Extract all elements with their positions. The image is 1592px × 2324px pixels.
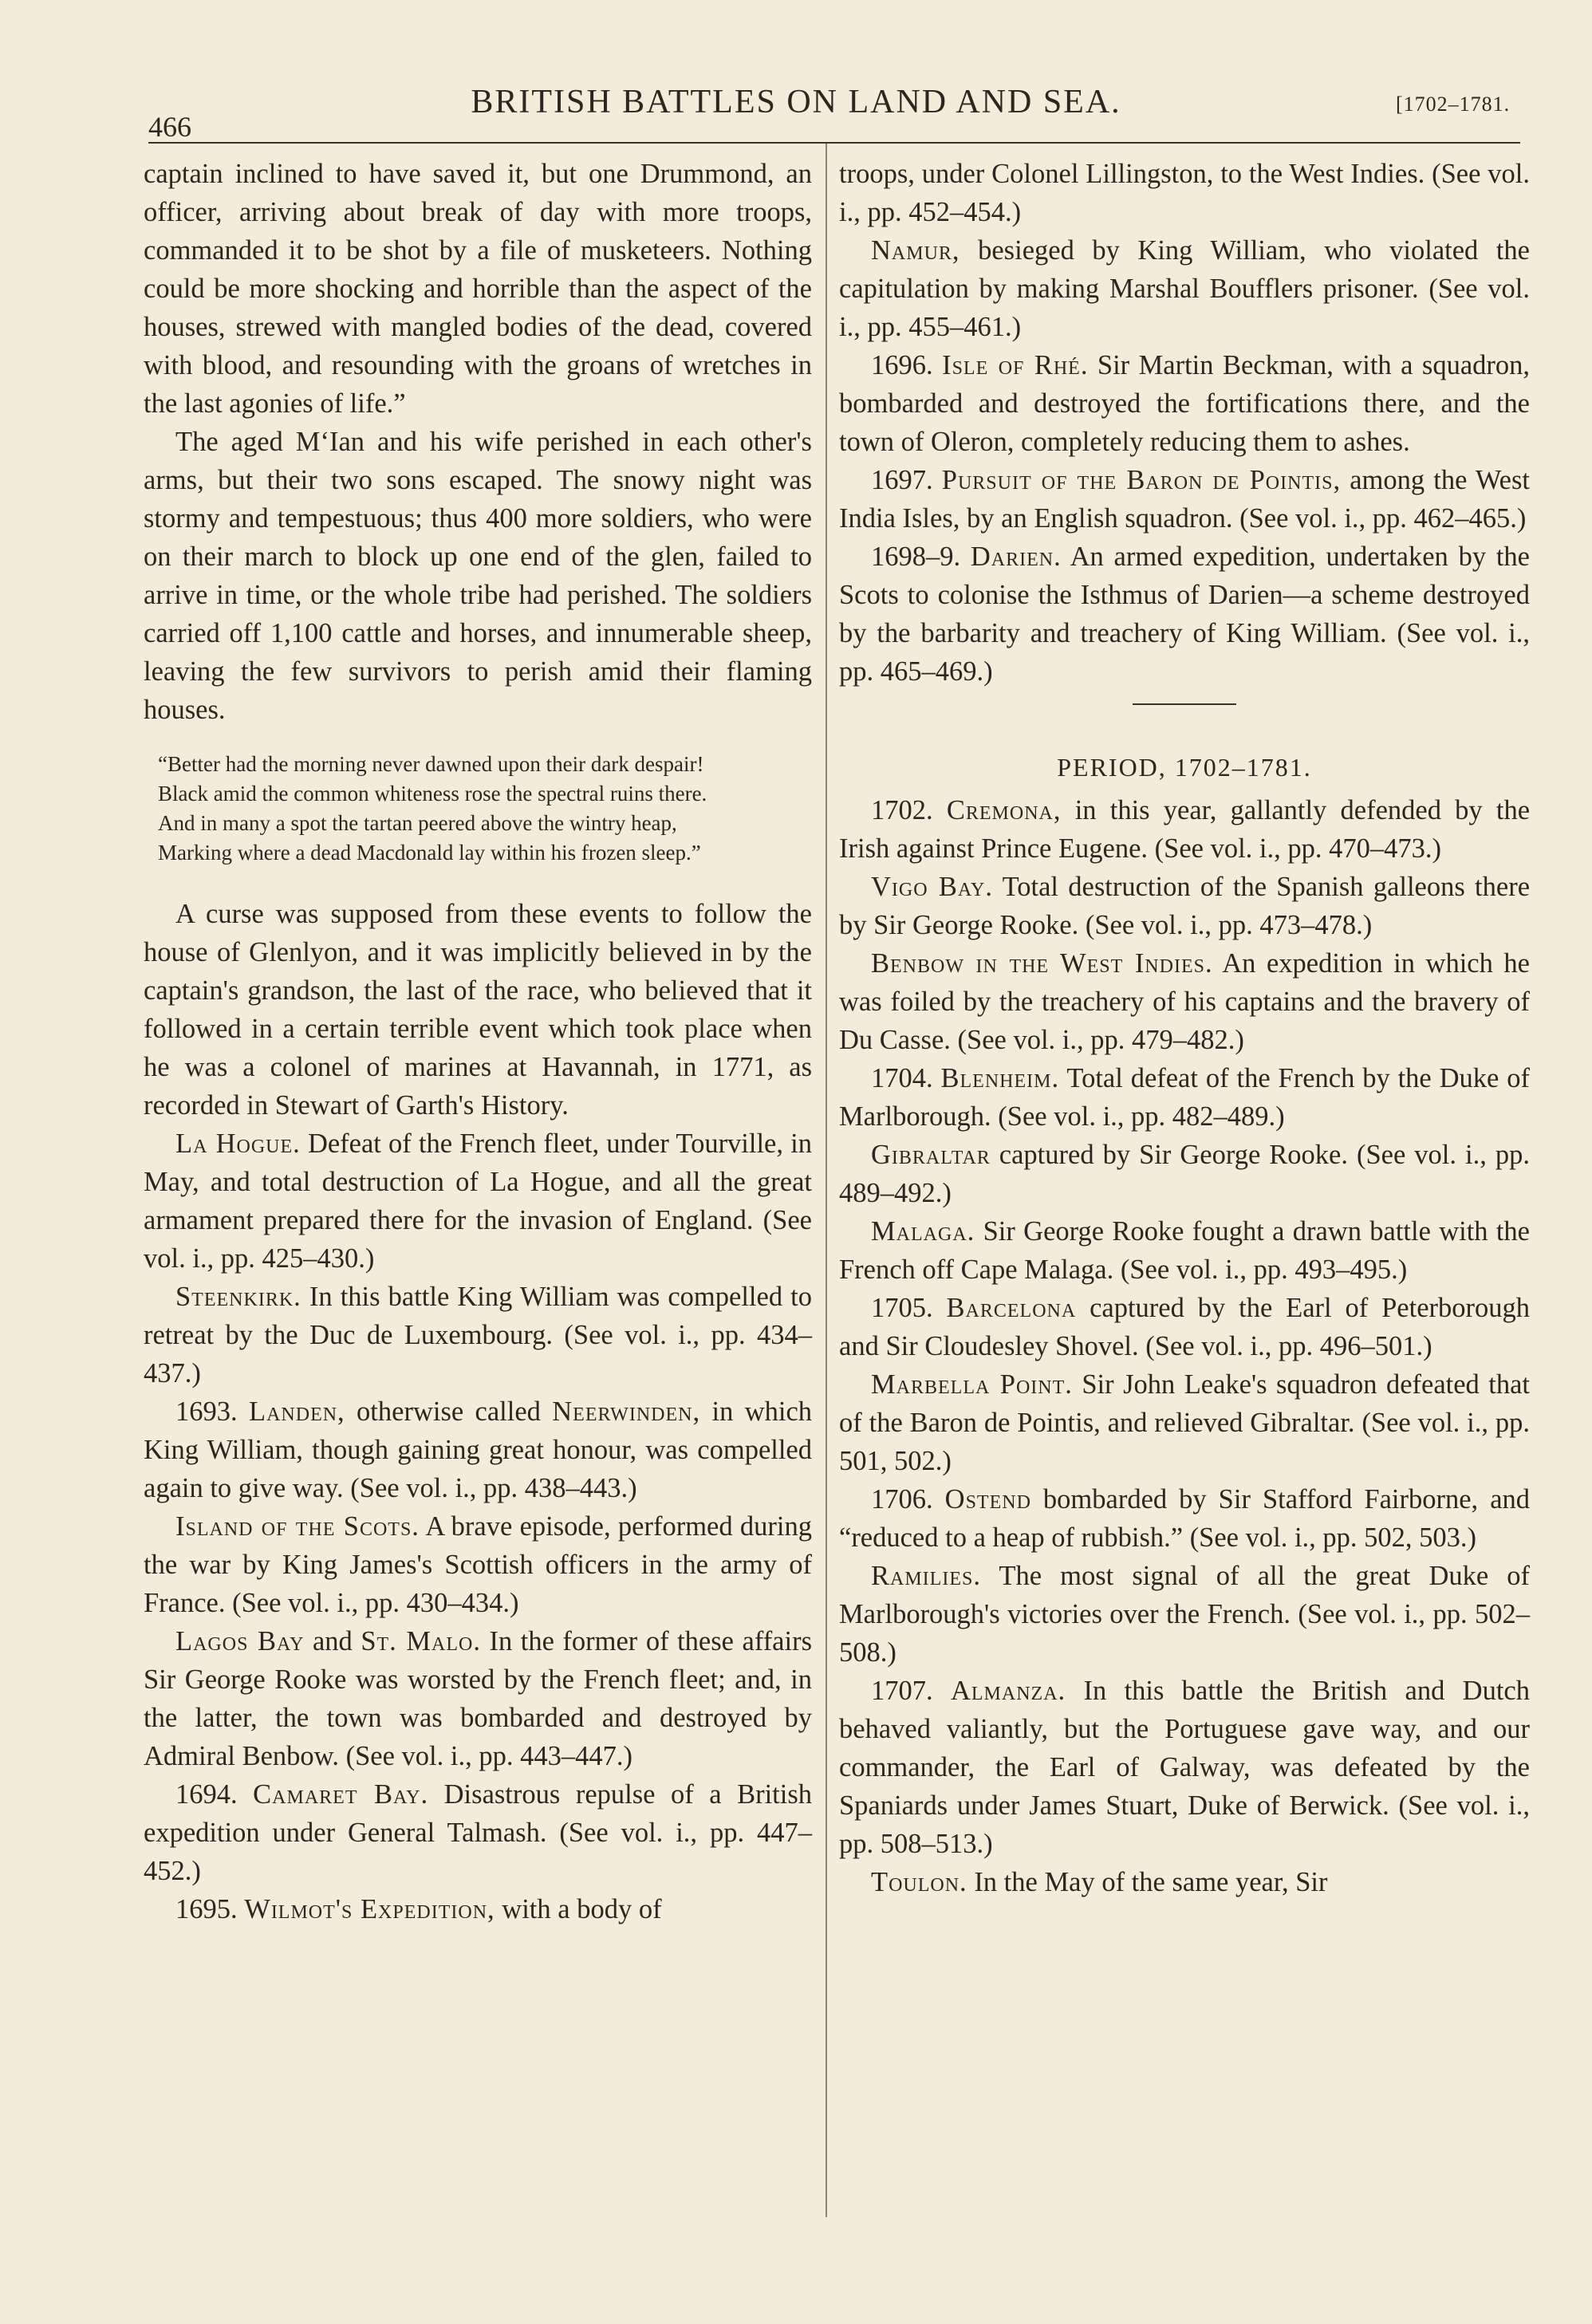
battle-name: Ramilies. bbox=[871, 1561, 981, 1591]
battle-name: Island of the Scots. bbox=[175, 1511, 420, 1542]
battle-name: Vigo Bay. bbox=[871, 872, 993, 902]
battle-entry bbox=[839, 461, 1530, 538]
battle-entry bbox=[839, 1212, 1530, 1289]
battle-entry bbox=[144, 1622, 812, 1775]
paragraph: A curse was supposed from these events to follow the house of Glenlyon, and it was implicitly believed in by the captain's grandson, the last of the race, who believed that it followed in a certain terrible event which took place when he was a colonel of marines at Havannah, in 1771, as recorded in Stewart of Garth's History. bbox=[144, 899, 812, 1121]
battle-name: Malaga. bbox=[871, 1216, 975, 1247]
entry-text: in this year, gallantly defended by the Irish against Prince Eugene. (See vol. i., pp. 470–473.) bbox=[839, 795, 1531, 864]
battle-entry bbox=[839, 1365, 1530, 1480]
battle-entry bbox=[839, 791, 1530, 868]
header-rule bbox=[148, 142, 1520, 144]
entry-year: 1694. bbox=[175, 1779, 238, 1810]
entry-text: captured by Sir George Rooke. (See vol. i., pp. 489–492.) bbox=[839, 1140, 1530, 1208]
entry-year: 1706. bbox=[871, 1484, 933, 1515]
entry-text: An expedition in which he was foiled by the treachery of his captains and the bravery of Du Casse. (See vol. i., pp. 479–482.) bbox=[839, 948, 1530, 1055]
page-header bbox=[0, 0, 1592, 144]
poem-line: “Better had the morning never dawned upon their dark despair! bbox=[158, 752, 704, 776]
entry-text: A brave episode, performed during the war by King James's Scottish officers in the army of France. (See vol. i., pp. 430–434.) bbox=[144, 1511, 812, 1618]
battle-name: Ostend bbox=[944, 1484, 1031, 1515]
entry-text: besieged by King William, who violated the capitulation by making Marshal Boufflers prisoner. (See vol. i., pp. 455–461.) bbox=[839, 235, 1530, 342]
paragraph: troops, under Colonel Lillingston, to the West Indies. (See vol. i., pp. 452–454.) bbox=[839, 159, 1530, 227]
entry-text: Total destruction of the Spanish galleons there by Sir George Rooke. (See vol. i., pp. 473–478.) bbox=[839, 872, 1531, 940]
entry-year: 1697. bbox=[871, 465, 933, 495]
entry-year: 1705. bbox=[871, 1293, 933, 1323]
battle-entry bbox=[839, 1289, 1530, 1365]
entry-text: Sir Martin Beckman, with a squadron, bombarded and destroyed the fortifications there, and the town of Oleron, completely reducing them to ashes. bbox=[839, 350, 1530, 457]
entry-text: and bbox=[304, 1626, 361, 1656]
entry-year: 1696. bbox=[871, 350, 933, 380]
entry-text: In the former of these affairs Sir George Rooke was worsted by the French fleet; and, in the latter, the town was bombarded and destroyed by Admiral Benbow. (See vol. i., pp. 443–447.) bbox=[144, 1626, 812, 1771]
entry-year: 1695. bbox=[175, 1894, 238, 1924]
battle-name: Almanza. bbox=[950, 1676, 1066, 1706]
battle-entry bbox=[839, 868, 1530, 944]
column-divider bbox=[826, 144, 827, 2217]
entry-text: In the May of the same year, Sir bbox=[967, 1867, 1328, 1897]
battle-name: St. Malo. bbox=[361, 1626, 481, 1656]
poem-quote bbox=[158, 750, 812, 868]
entry-text: In this battle the British and Dutch behaved valiantly, but the Portuguese gave way, and our commander, the Earl of Galway, was defeated by the Spaniards under James Stuart, Duke of Berwick. (See vol. i., pp. 508–513.) bbox=[839, 1676, 1530, 1859]
battle-name: Landen, bbox=[249, 1396, 345, 1427]
battle-name: La Hogue. bbox=[175, 1129, 301, 1159]
battle-entry bbox=[839, 1557, 1530, 1672]
entry-text: with a body of bbox=[495, 1894, 662, 1924]
battle-entry bbox=[839, 1059, 1530, 1136]
entry-text: among the West India Isles, by an English squadron. (See vol. i., pp. 462–465.) bbox=[839, 465, 1531, 534]
battle-entry bbox=[144, 1278, 812, 1392]
battle-entry bbox=[144, 1775, 812, 1890]
entry-text: in which King William, though gaining great honour, was compelled again to give way. (See vol. i., pp. 438–443.) bbox=[144, 1396, 813, 1503]
battle-name: Isle of Rhé. bbox=[942, 350, 1089, 380]
battle-entry bbox=[144, 1890, 812, 1928]
period-heading: PERIOD, 1702–1781. bbox=[1057, 753, 1312, 782]
battle-entry bbox=[839, 1863, 1530, 1901]
battle-entry bbox=[839, 1480, 1530, 1557]
battle-name: Pursuit of the Baron de Pointis, bbox=[941, 465, 1342, 495]
left-column bbox=[144, 155, 812, 1928]
entry-year: 1702. bbox=[871, 795, 933, 825]
entry-text: Disastrous repulse of a British expedition under General Talmash. (See vol. i., pp. 447–452.) bbox=[144, 1779, 812, 1886]
poem-line: Marking where a dead Macdonald lay within his frozen sleep.” bbox=[158, 841, 701, 865]
paragraph: The aged M‘Ian and his wife perished in each other's arms, but their two sons escaped. The snowy night was stormy and tempestuous; thus 400 more soldiers, who were on their march to block up one end of the glen, failed to arrive in time, or the whole tribe had perished. The soldiers carried off 1,100 cattle and horses, and innumerable sheep, leaving the few survivors to perish amid their flaming houses. bbox=[144, 427, 812, 725]
right-column bbox=[839, 155, 1530, 1901]
battle-entry bbox=[144, 1392, 812, 1507]
date-range: [1702–1781. bbox=[1396, 93, 1511, 116]
battle-entry bbox=[839, 944, 1530, 1059]
battle-name: Marbella Point. bbox=[871, 1369, 1073, 1400]
entry-text: Sir George Rooke fought a drawn battle with the French off Cape Malaga. (See vol. i., pp. 493–495.) bbox=[839, 1216, 1530, 1285]
battle-name: Darien. bbox=[970, 542, 1062, 572]
battle-name: Camaret Bay. bbox=[253, 1779, 429, 1810]
battle-name: Lagos Bay bbox=[175, 1626, 305, 1656]
entry-text: An armed expedition, undertaken by the Scots to colonise the Isthmus of Darien—a scheme destroyed by the barbarity and treachery of King William. (See vol. i., pp. 465–469.) bbox=[839, 542, 1530, 687]
entry-year: 1693. bbox=[175, 1396, 238, 1427]
battle-entry bbox=[144, 1507, 812, 1622]
battle-entry bbox=[839, 346, 1530, 461]
battle-name: Gibraltar bbox=[871, 1140, 991, 1170]
running-title: BRITISH BATTLES ON LAND AND SEA. bbox=[471, 84, 1121, 120]
battle-name: Steenkirk. bbox=[175, 1282, 301, 1312]
entry-text: captured by the Earl of Peterborough and Sir Cloudesley Shovel. (See vol. i., pp. 496–501.) bbox=[839, 1293, 1530, 1361]
entry-text: Sir John Leake's squadron defeated that of the Baron de Pointis, and relieved Gibraltar. (See vol. i., pp. 501, 502.) bbox=[839, 1369, 1530, 1476]
entry-text: In this battle King William was compelled to retreat by the Duc de Luxembourg. (See vol. i., pp. 434–437.) bbox=[144, 1282, 812, 1388]
battle-name: Blenheim. bbox=[940, 1063, 1060, 1093]
page-number: 466 bbox=[148, 111, 191, 143]
battle-name: Namur, bbox=[871, 235, 960, 266]
poem-line: And in many a spot the tartan peered above the wintry heap, bbox=[158, 811, 677, 835]
battle-entry bbox=[839, 1672, 1530, 1863]
section-rule bbox=[1133, 703, 1236, 705]
battle-entry bbox=[839, 231, 1530, 346]
entry-text: Total defeat of the French by the Duke of Marlborough. (See vol. i., pp. 482–489.) bbox=[839, 1063, 1530, 1132]
battle-name: Wilmot's Expedition, bbox=[244, 1894, 495, 1924]
entry-year: 1698–9. bbox=[871, 542, 961, 572]
battle-name: Cremona, bbox=[946, 795, 1062, 825]
battle-entry bbox=[839, 1136, 1530, 1212]
entry-text: Defeat of the French fleet, under Tourville, in May, and total destruction of La Hogue, and all the great armament prepared there for the invasion of England. (See vol. i., pp. 425–430.) bbox=[144, 1129, 813, 1274]
battle-name: Toulon. bbox=[871, 1867, 967, 1897]
poem-line: Black amid the common whiteness rose the spectral ruins there. bbox=[158, 782, 707, 806]
battle-entry bbox=[144, 1125, 812, 1278]
battle-name: Benbow in the West Indies. bbox=[871, 948, 1213, 979]
battle-entry bbox=[839, 538, 1530, 691]
battle-name: Barcelona bbox=[946, 1293, 1077, 1323]
entry-text: otherwise called bbox=[345, 1396, 553, 1427]
entry-year: 1704. bbox=[871, 1063, 933, 1093]
entry-text: bombarded by Sir Stafford Fairborne, and “reduced to a heap of rubbish.” (See vol. i., pp. 502, 503.) bbox=[839, 1484, 1531, 1553]
entry-text: The most signal of all the great Duke of Marlborough's victories over the French. (See vol. i., pp. 502–508.) bbox=[839, 1561, 1530, 1668]
paragraph: captain inclined to have saved it, but one Drummond, an officer, arriving about break of day with more troops, commanded it to be shot by a file of musketeers. Nothing could be more shocking and horrible than the aspect of the houses, strewed with mangled bodies of the dead, covered with blood, and resounding with the groans of wretches in the last agonies of life.” bbox=[144, 159, 812, 419]
entry-year: 1707. bbox=[871, 1676, 933, 1706]
battle-name: Neerwinden, bbox=[552, 1396, 701, 1427]
